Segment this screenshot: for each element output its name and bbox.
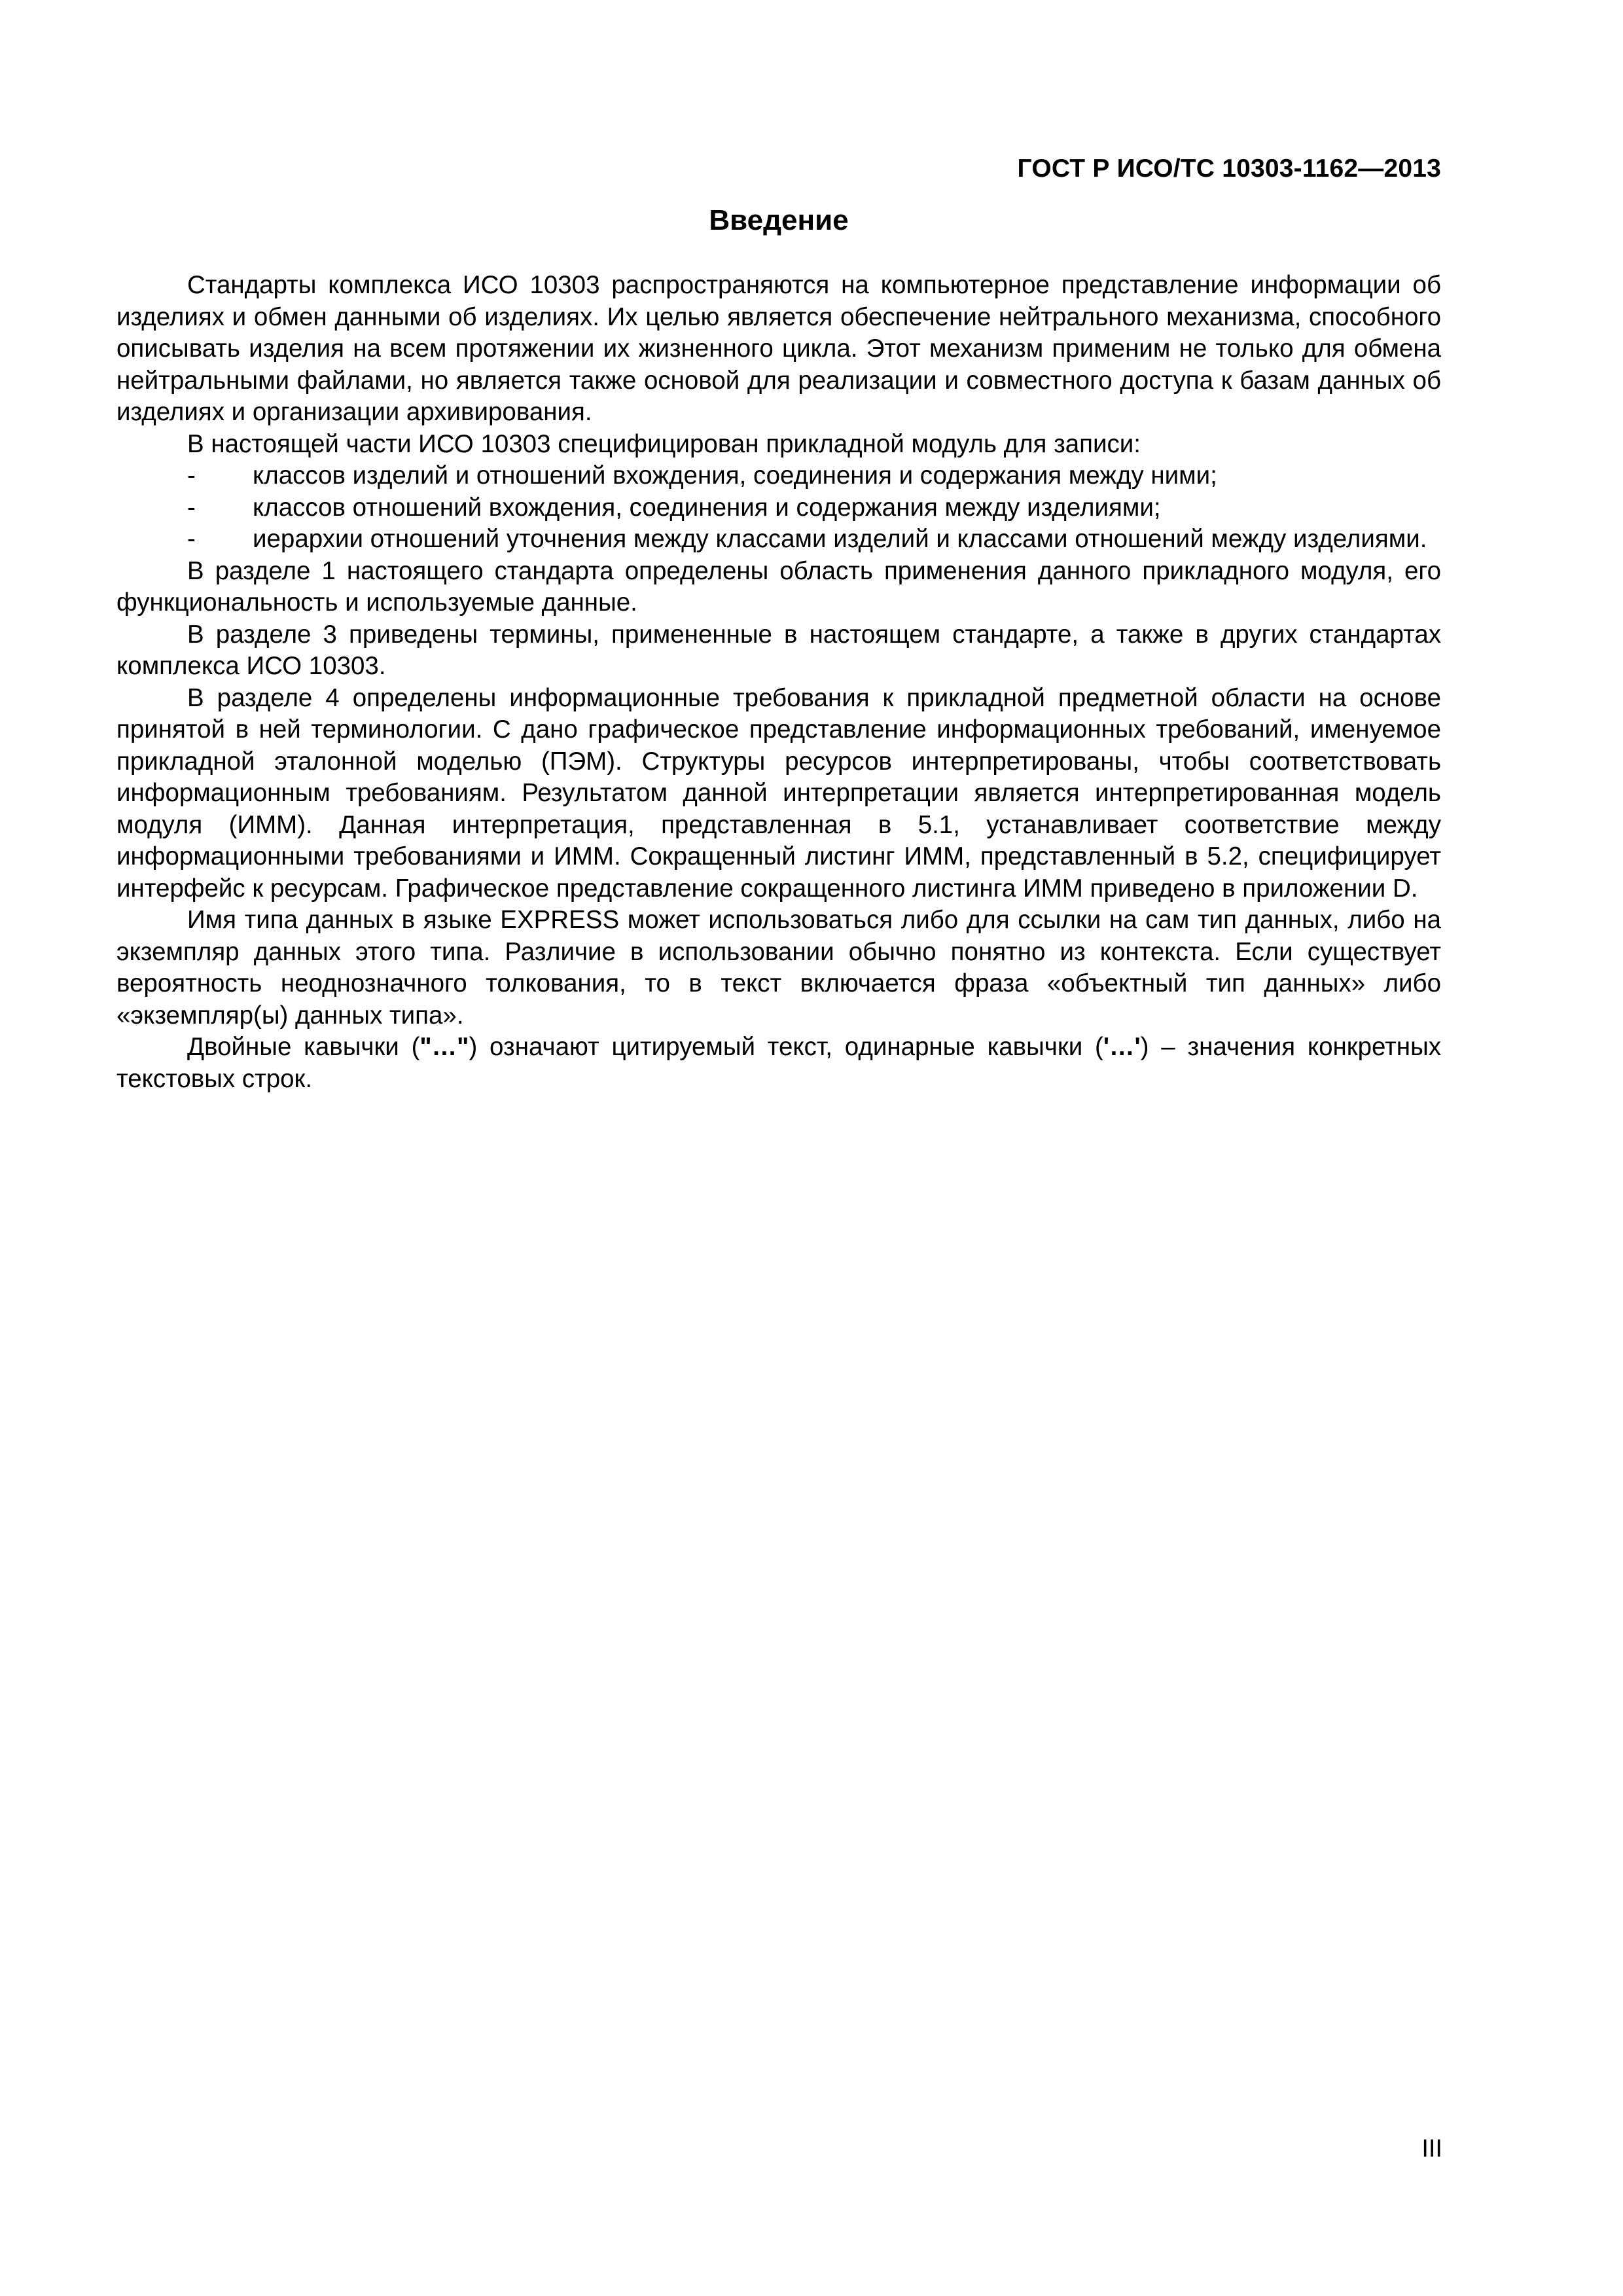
paragraph-module-scope: В настоящей части ИСО 10303 специфицирован прикладной модуль для записи: [187, 429, 1141, 458]
quotes-text-part1: Двойные кавычки ( [187, 1033, 420, 1061]
quotes-text-part2: ) означают цитируемый текст, одинарные кавычки ( [469, 1033, 1103, 1061]
paragraph-section-1: В разделе 1 настоящего стандарта определены область применения данного прикладного модуля, его функциональность и используемые данные. [116, 556, 1441, 617]
paragraph-section-3: В разделе 3 приведены термины, примененные в настоящем стандарте, а также в других стандартах комплекса ИСО 10303. [116, 620, 1441, 680]
list-item-text: классов отношений вхождения, соединения и содержания между изделиями; [253, 493, 1161, 522]
paragraph-express-types: Имя типа данных в языке EXPRESS может использоваться либо для ссылки на сам тип данных, либо на экземпляр данных этого типа. Различие в использовании обычно понятно из контекста. Если существует вероятность неоднозначного толкования, то в текст включается фраза «объектный тип данных» либо «экземпляр(ы) данных типа». [116, 906, 1441, 1030]
document-number-header: ГОСТ Р ИСО/ТС 10303-1162—2013 [1017, 154, 1441, 183]
list-item [116, 524, 1441, 556]
section-title: Введение [709, 204, 849, 236]
list-item [116, 460, 1441, 492]
page-number: III [1421, 2135, 1442, 2162]
single-quotes-sample: '…' [1103, 1033, 1141, 1061]
double-quotes-sample: "…" [419, 1033, 469, 1061]
list-item-text: иерархии отношений уточнения между классами изделий и классами отношений между изделиями. [253, 525, 1427, 553]
paragraph-standards-overview: Стандарты комплекса ИСО 10303 распространяются на компьютерное представление информации об изделиях и обмен данными об изделиях. Их целью является обеспечение нейтрального механизма, способного описывать изделия на всем протяжении их жизненного цикла. Этот механизм применим не только для обмена нейтральными файлами, но является также основой для реализации и совместного доступа к базам данных об изделиях и организации архивирования. [116, 271, 1441, 426]
paragraph-quotes [116, 1031, 1441, 1095]
paragraph-section-4: В разделе 4 определены информационные требования к прикладной предметной области на основе принятой в ней терминологии. С дано графическое представление информационных требований, именуемое прикладной эталонной моделью (ПЭМ). Структуры ресурсов интерпретированы, чтобы соответствовать информационным требованиям. Результатом данной интерпретации является интерпретированная модель модуля (ИММ). Данная интерпретация, представленная в 5.1, устанавливает соответствие между информационными требованиями и ИММ. Сокращенный листинг ИММ, представленный в 5.2, специфицирует интерфейс к ресурсам. Графическое представление сокращенного листинга ИММ приведено в приложении D. [116, 683, 1441, 903]
quotes-text-part3: ) – значения конкретных текстовых строк. [116, 1033, 1441, 1093]
list-dash: - [187, 493, 196, 522]
main-content [116, 270, 1441, 1095]
list-dash: - [187, 461, 196, 490]
list-item-text: классов изделий и отношений вхождения, соединения и содержания между ними; [253, 461, 1217, 490]
list-dash: - [187, 525, 196, 553]
list-item [116, 492, 1441, 524]
